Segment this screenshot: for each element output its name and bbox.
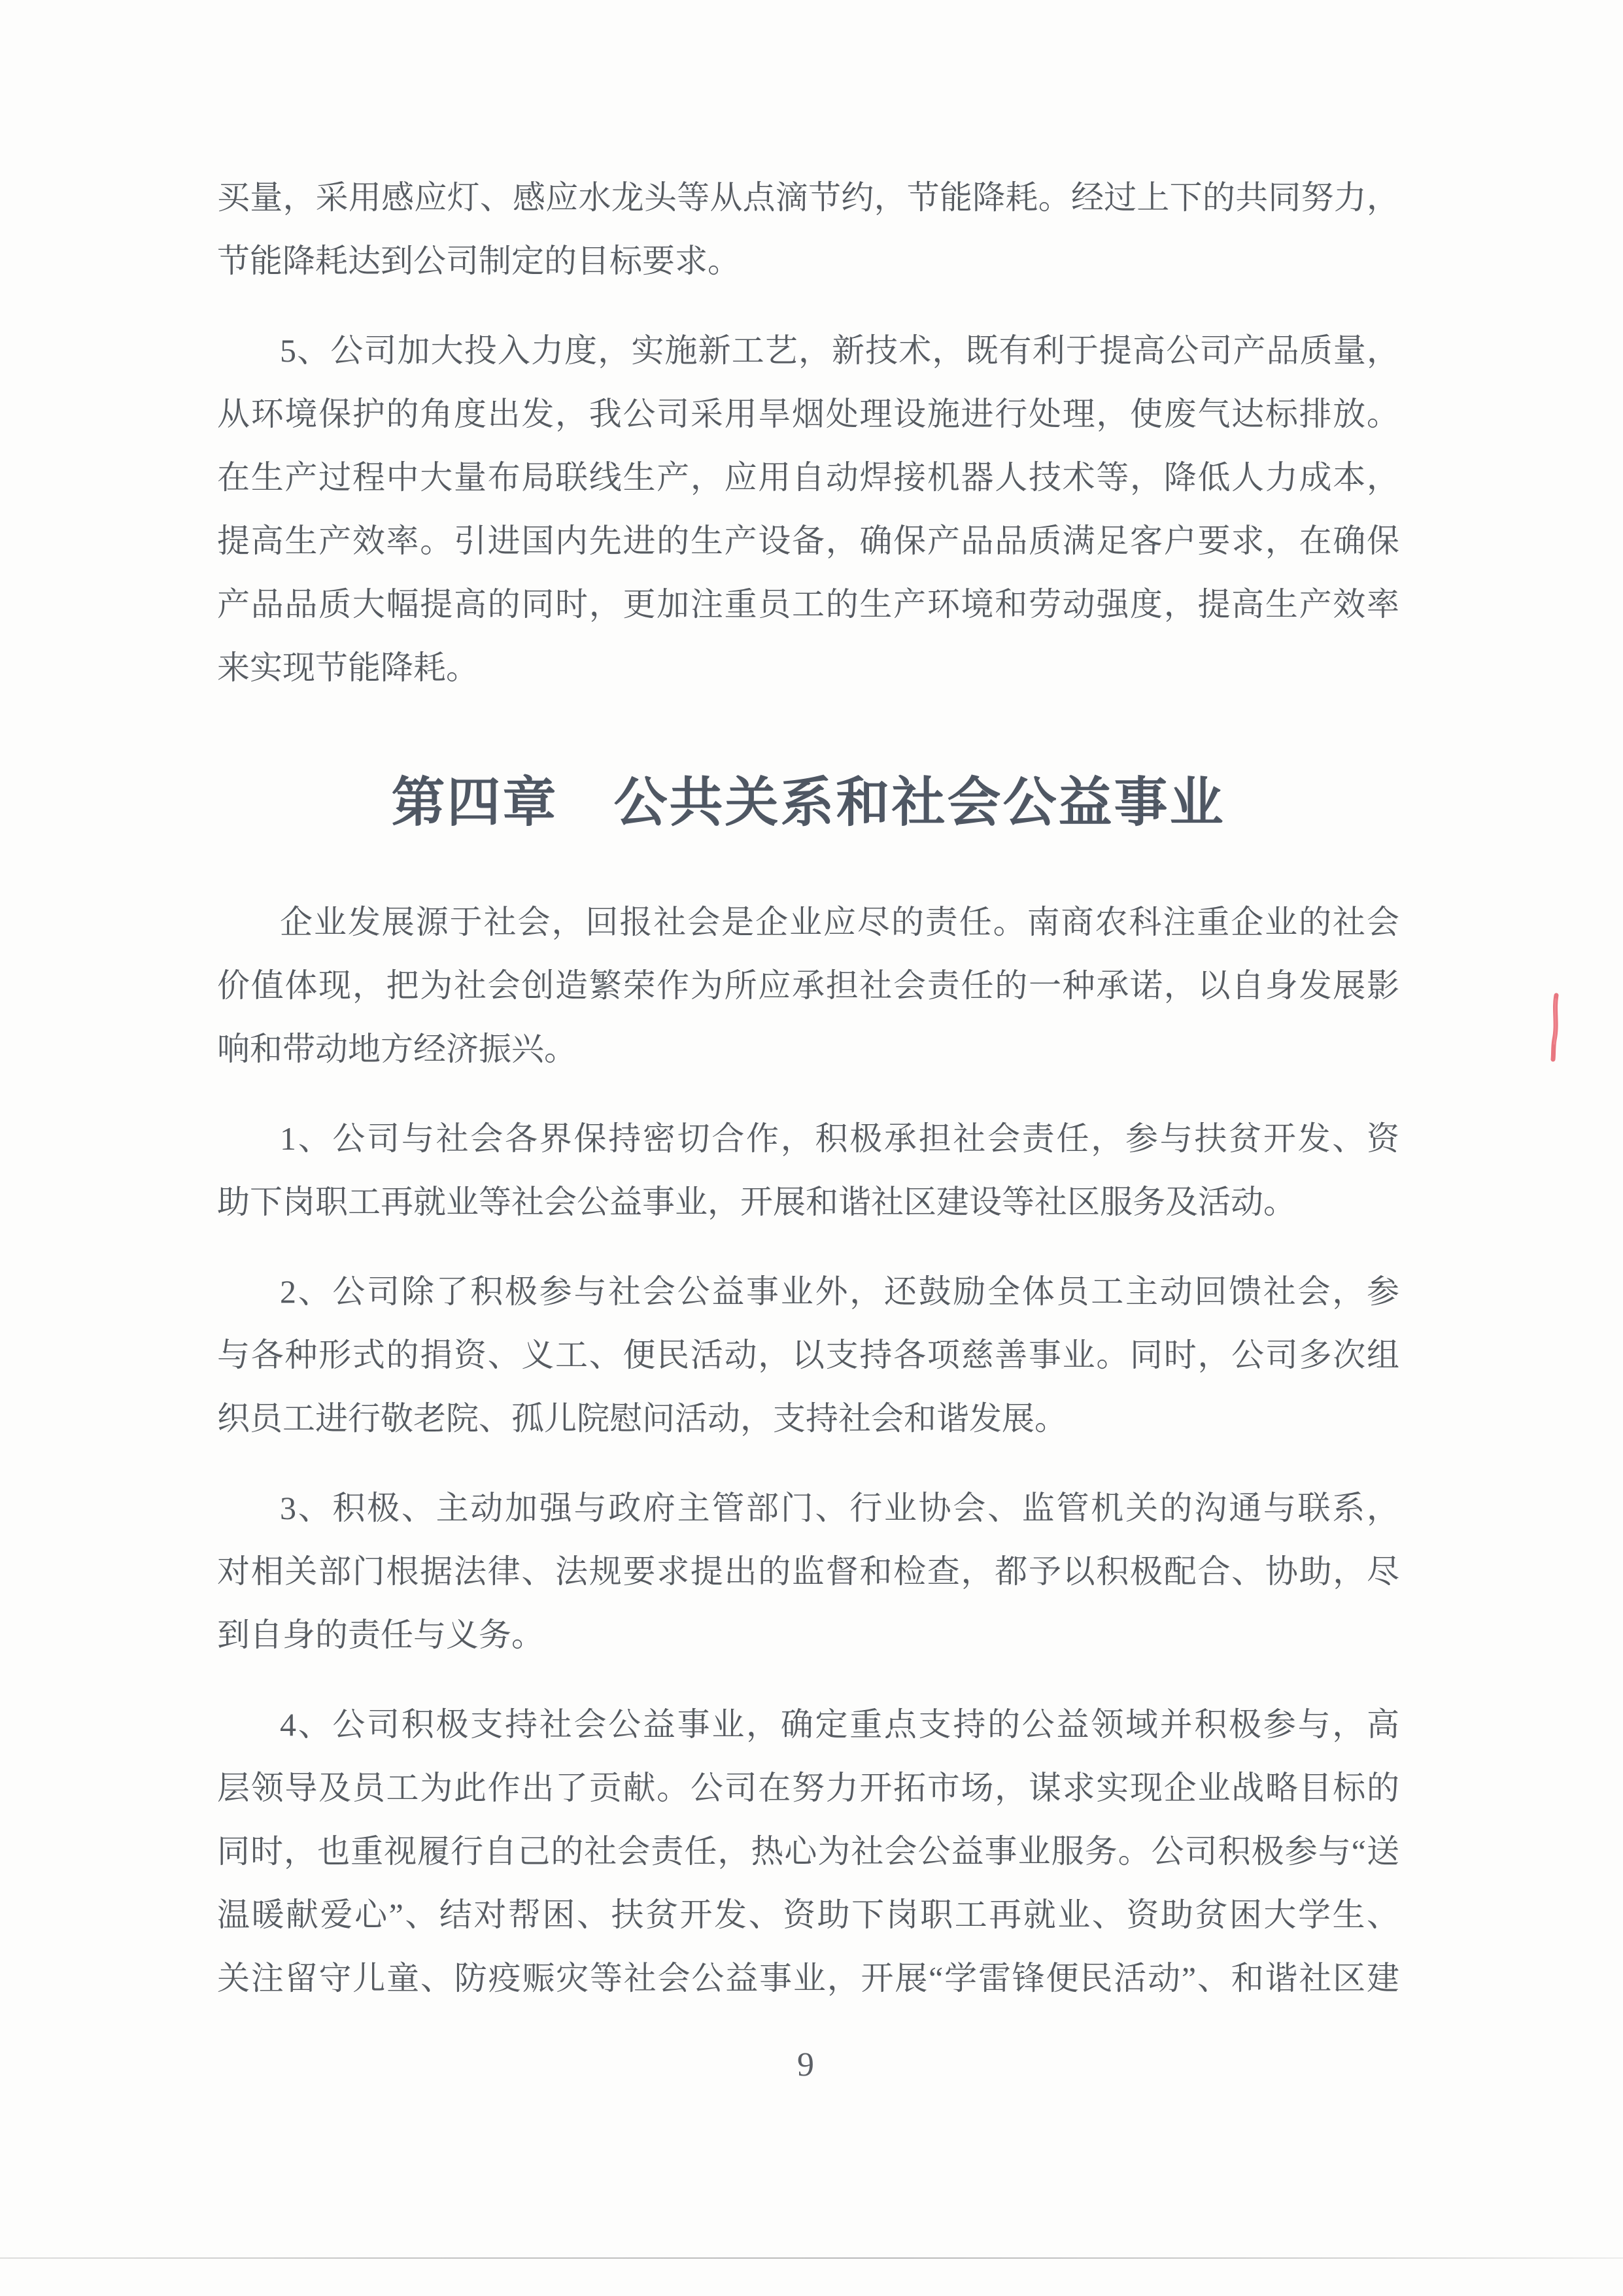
- text-line: 价值体现，把为社会创造繁荣作为所应承担社会责任的一种承诺，以自身发展影: [217, 967, 1399, 1004]
- text-line: 对相关部门根据法律、法规要求提出的监督和检查，都予以积极配合、协助，尽: [217, 1553, 1399, 1590]
- section-chapter-4-public-relations: [217, 891, 1399, 2010]
- text-line: 助下岗职工再就业等社会公益事业，开展和谐社区建设等社区服务及活动。: [217, 1184, 1296, 1220]
- text-line: 与各种形式的捐资、义工、便民活动，以支持各项慈善事业。同时，公司多次组: [217, 1337, 1399, 1373]
- chapter-title: 第四章 公共关系和社会公益事业: [391, 773, 1225, 832]
- text-line: 节能降耗达到公司制定的目标要求。: [217, 243, 740, 279]
- text-line: 关注留守儿童、防疫赈灾等社会公益事业，开展“学雷锋便民活动”、和谐社区建: [217, 1960, 1399, 1996]
- section-energy-saving: [217, 166, 1399, 700]
- text-line: 温暖献爱心”、结对帮困、扶贫开发、资助下岗职工再就业、资助贫困大学生、: [217, 1896, 1399, 1933]
- text-line: 层领导及员工为此作出了贡献。公司在努力开拓市场，谋求实现企业战略目标的: [217, 1770, 1399, 1806]
- text-line: 同时，也重视履行自己的社会责任，热心为社会公益事业服务。公司积极参与“送: [217, 1833, 1399, 1870]
- text-line: 5、公司加大投入力度，实施新工艺，新技术，既有利于提高公司产品质量，: [280, 332, 1399, 369]
- text-line: 到自身的责任与义务。: [217, 1617, 544, 1653]
- text-line: 在生产过程中大量布局联线生产，应用自动焊接机器人技术等，降低人力成本，: [217, 459, 1399, 496]
- text-line: 3、积极、主动加强与政府主管部门、行业协会、监管机关的沟通与联系，: [280, 1490, 1399, 1526]
- page-number: 9: [797, 2046, 814, 2083]
- scan-artifact-line: [0, 2257, 1623, 2259]
- paragraph: [217, 1107, 1399, 1234]
- text-line: 4、公司积极支持社会公益事业，确定重点支持的公益领域并积极参与，高: [280, 1706, 1399, 1743]
- text-line: 提高生产效率。引进国内先进的生产设备，确保产品品质满足客户要求，在确保: [217, 523, 1399, 559]
- red-pen-stroke: [1547, 993, 1565, 1062]
- text-line: 从环境保护的角度出发，我公司采用旱烟处理设施进行处理，使废气达标排放。: [217, 396, 1399, 432]
- paragraph: [217, 891, 1399, 1081]
- paragraph: [217, 319, 1399, 700]
- text-line: 织员工进行敬老院、孤儿院慰问活动，支持社会和谐发展。: [217, 1400, 1067, 1437]
- text-line: 来实现节能降耗。: [217, 649, 479, 686]
- text-line: 产品品质大幅提高的同时，更加注重员工的生产环境和劳动强度，提高生产效率: [217, 586, 1399, 623]
- paragraph: [217, 166, 1399, 293]
- text-line: 1、公司与社会各界保持密切合作，积极承担社会责任，参与扶贫开发、资: [280, 1120, 1399, 1157]
- paragraph: [217, 1693, 1399, 2010]
- page-body-text: [217, 166, 1399, 2036]
- paragraph: [217, 1477, 1399, 1667]
- text-line: 2、公司除了积极参与社会公益事业外，还鼓励全体员工主动回馈社会，参: [280, 1273, 1399, 1310]
- text-line: 企业发展源于社会，回报社会是企业应尽的责任。南商农科注重企业的社会: [280, 904, 1399, 940]
- text-line: 响和带动地方经济振兴。: [217, 1031, 577, 1067]
- text-line: 买量，采用感应灯、感应水龙头等从点滴节约，节能降耗。经过上下的共同努力，: [217, 179, 1399, 216]
- paragraph: [217, 1260, 1399, 1450]
